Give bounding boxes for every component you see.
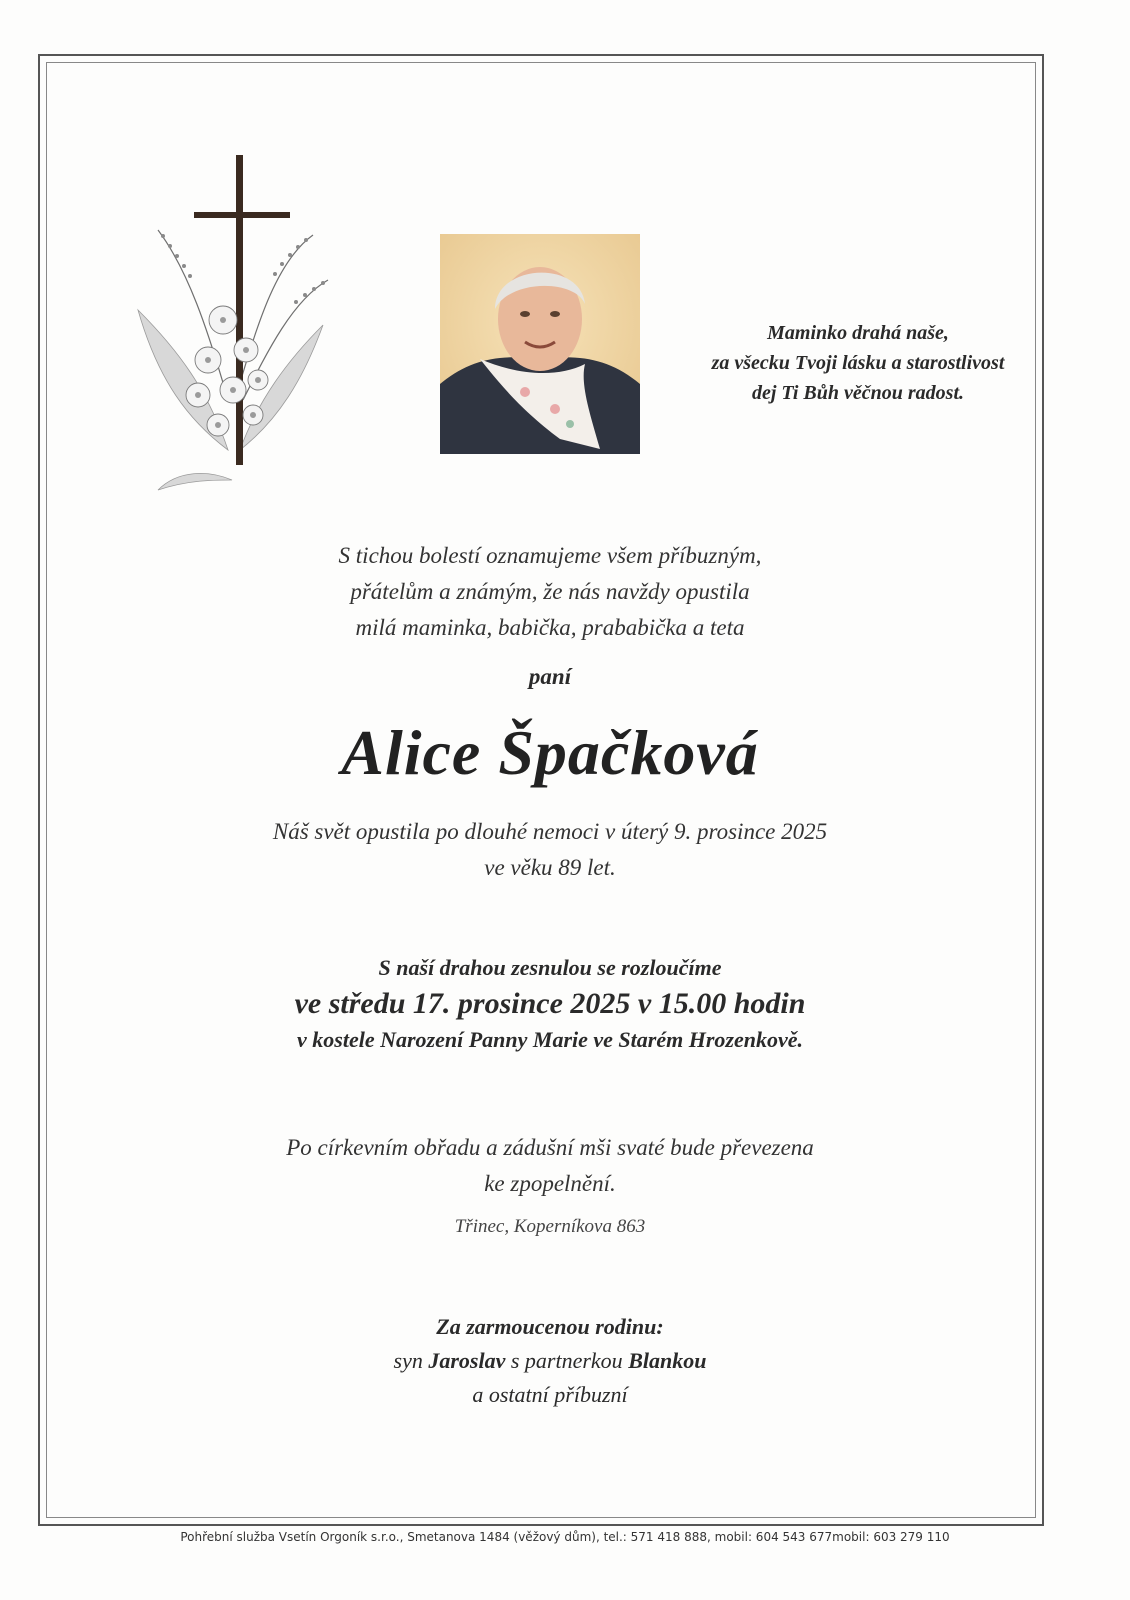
family-others: a ostatní příbuzní <box>472 1382 628 1407</box>
address: Třinec, Koperníkova 863 <box>454 1216 646 1237</box>
ceremony-intro: S naší drahou zesnulou se rozloučíme <box>378 955 722 980</box>
ceremony-date: ve středu 17. prosince 2025 v 15.00 hodin <box>294 987 806 1020</box>
death-line: Náš svět opustila po dlouhé nemoci v úterý 9. prosince 2025 <box>272 819 828 844</box>
after-line: ke zpopelnění. <box>484 1171 616 1196</box>
honorific: paní <box>528 664 572 689</box>
son-name: Jaroslav <box>428 1348 506 1373</box>
intro-line: přátelům a známým, že nás navždy opustila <box>350 579 750 604</box>
deceased-name: Alice Špačková <box>341 717 759 788</box>
motto-line: za všecku Tvoji lásku a starostlivost <box>711 352 1005 374</box>
motto-line: dej Ti Bůh věčnou radost. <box>751 382 965 404</box>
family-signature <box>130 1310 970 1412</box>
motto-verse <box>678 318 1038 408</box>
partner-name: Blankou <box>628 1348 707 1373</box>
motto-line: Maminko drahá naše, <box>767 322 949 344</box>
family-heading: Za zarmoucenou rodinu: <box>436 1314 664 1339</box>
announcement-intro <box>130 538 970 646</box>
intro-line: S tichou bolestí oznamujeme všem příbuzným, <box>338 543 762 568</box>
ceremony-info <box>130 952 970 1056</box>
son-prefix: syn <box>393 1348 423 1373</box>
after-ceremony <box>130 1130 970 1202</box>
intro-line: milá maminka, babička, prababička a teta <box>355 615 745 640</box>
death-line: ve věku 89 let. <box>484 855 616 880</box>
partner-prefix: s partnerkou <box>510 1348 623 1373</box>
family-son-line <box>130 1344 970 1378</box>
death-info <box>130 814 970 886</box>
after-line: Po církevním obřadu a zádušní mši svaté bude převezena <box>286 1135 814 1160</box>
ceremony-place: v kostele Narození Panny Marie ve Starém Hrozenkově. <box>297 1027 803 1052</box>
portrait-photo <box>440 234 640 454</box>
cross-flowers-icon <box>128 150 338 500</box>
funeral-service-footer: Pohřební služba Vsetín Orgoník s.r.o., Smetanova 1484 (věžový dům), tel.: 571 418 888, mobil: 604 543 677mobil: 603 279 110 <box>180 1530 950 1544</box>
